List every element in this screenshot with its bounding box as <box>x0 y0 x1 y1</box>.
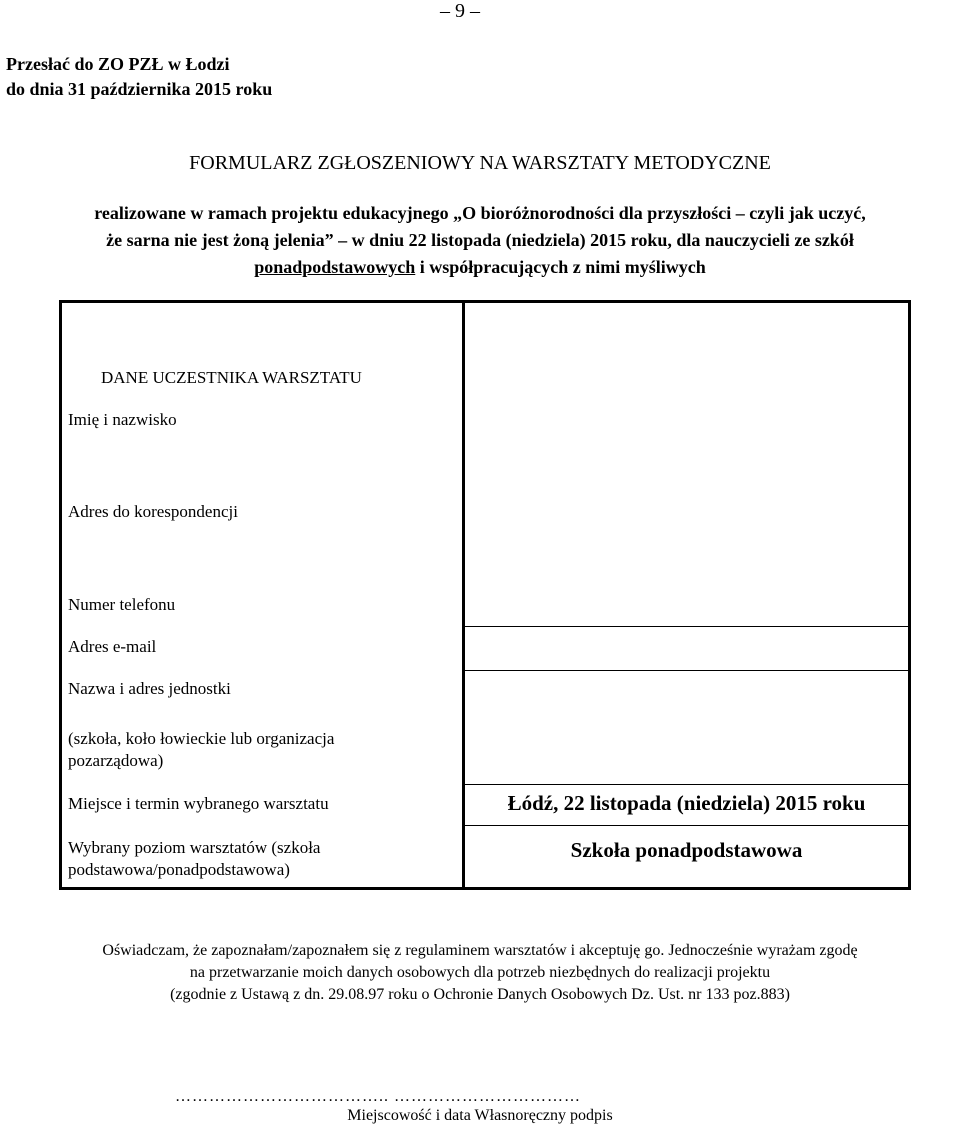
label-email: Adres e-mail <box>68 637 157 656</box>
subtitle-rest: i współpracujących z nimi myśliwych <box>415 257 706 277</box>
form-subtitle <box>0 200 960 281</box>
section-header: DANE UCZESTNIKA WARSZTATU <box>101 368 362 387</box>
label-unit-note <box>68 728 334 772</box>
send-to-line-1: Przesłać do ZO PZŁ w Łodzi <box>6 54 230 74</box>
declaration-line-3: (zgodnie z Ustawą z dn. 29.08.97 roku o Ochronie Danych Osobowych Dz. Ust. nr 133 poz.883) <box>170 986 790 1003</box>
row-divider-place <box>462 825 911 826</box>
signature-label: Miejscowość i data Własnoręczny podpis <box>347 1107 613 1124</box>
label-place-time: Miejsce i termin wybranego warsztatu <box>68 794 329 813</box>
unit-note-line-2: pozarządowa) <box>68 751 164 770</box>
row-divider-phone <box>462 626 911 627</box>
value-place-time: Łódź, 22 listopada (niedziela) 2015 roku <box>507 791 866 815</box>
send-to-note <box>6 52 272 102</box>
label-address: Adres do korespondencji <box>68 502 238 521</box>
signature-dotted-line: ……………………………….. …………………………… <box>175 1088 581 1105</box>
subtitle-line-2: że sarna nie jest żoną jelenia” – w dniu 22 listopada (niedziela) 2015 roku, dla nauczycieli ze szkół <box>106 230 854 250</box>
subtitle-line-3 <box>0 254 960 281</box>
label-name: Imię i nazwisko <box>68 410 177 429</box>
row-divider-email <box>462 670 911 671</box>
label-phone: Numer telefonu <box>68 595 176 614</box>
value-level: Szkoła ponadpodstawowa <box>570 838 803 862</box>
declaration-line-1: Oświadczam, że zapoznałam/zapoznałem się z regulaminem warsztatów i akceptuję go. Jednocześnie wyrażam zgodę <box>102 942 858 959</box>
label-unit: Nazwa i adres jednostki <box>68 679 231 698</box>
page-number: – 9 – <box>440 0 480 22</box>
level-line-2: podstawowa/ponadpodstawowa) <box>68 860 290 879</box>
declaration <box>0 940 960 1006</box>
label-level <box>68 837 320 881</box>
subtitle-line-1: realizowane w ramach projektu edukacyjnego „O bioróżnorodności dla przyszłości – czyli jak uczyć, <box>94 203 866 223</box>
declaration-line-2: na przetwarzanie moich danych osobowych dla potrzeb niezbędnych do realizacji projektu <box>189 964 771 981</box>
level-line-1: Wybrany poziom warsztatów (szkoła <box>68 838 321 857</box>
form-title: FORMULARZ ZGŁOSZENIOWY NA WARSZTATY METODYCZNE <box>189 152 771 174</box>
row-divider-unit <box>462 784 911 785</box>
subtitle-underlined: ponadpodstawowych <box>254 257 416 277</box>
send-to-line-2: do dnia 31 października 2015 roku <box>6 79 273 99</box>
unit-note-line-1: (szkoła, koło łowieckie lub organizacja <box>68 729 335 748</box>
